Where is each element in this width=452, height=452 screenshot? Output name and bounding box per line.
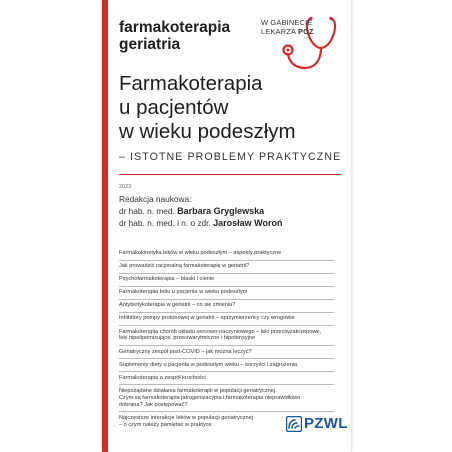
toc-item-line: Antybiotykoterapia w geriatrii – co się zmienia? [119,302,236,309]
toc-item-line: Czym są farmakoterapia jatrogenizacyjna i farmakoterapia nieprawidłowo [119,394,301,401]
toc-item [119,388,334,412]
book-subtitle: – ISTOTNE PROBLEMY PRAKTYCZNE [119,151,342,163]
badge-line-2 [261,27,314,36]
toc-item [119,362,334,373]
editors-block [119,193,282,229]
toc-item-line: Jak prowadzić racjonalną farmakoterapię w geriatrii? [119,263,250,270]
toc-item [119,263,334,274]
toc-item [119,375,334,386]
badge-line-2-prefix: LEKARZA [261,27,298,36]
toc-item-line: leki hipolipemizujące, przeciwarytmiczne i hipotensyjne [119,335,256,342]
editor-2 [119,217,282,229]
editor-1-name: Barbara Gryglewska [177,206,265,216]
toc-item [119,302,334,313]
editor-2-title: dr hab. n. med. i n. o zdr. [119,218,214,228]
accent-bar [102,0,108,452]
toc-item-line: Najczęstsze interakcje leków w populacji geriatrycznej [119,414,253,421]
toc-item [119,250,334,261]
series-line-2: geriatria [119,36,181,53]
pzwl-logo-icon [286,416,302,432]
editor-1 [119,205,282,217]
title-line-3: w wieku podeszłym [119,120,296,143]
toc-item-line: Geriatryczny zespół post-COVID – jak można leczyć? [119,348,252,355]
divider [119,174,341,175]
series-line-1: farmakoterapia [119,19,231,36]
table-of-contents [119,250,334,434]
toc-item [119,315,334,326]
book-cover [102,0,351,452]
toc-item [119,289,334,300]
editor-1-title: dr hab. n. med. [119,206,178,216]
toc-item-line: Psychofarmakoterapia – blaski i cienie [119,276,215,283]
toc-item-line: dobrana? Jak postępować? [119,401,188,408]
title-line-2: u pacjentów [119,96,229,119]
book-title [119,72,296,144]
toc-item-line: Suplementy diety u pacjenta w podeszłym wieku – korzyści i zagrożenia [119,361,298,368]
toc-item-line: – o czym należy pamiętać w praktyce [119,421,212,428]
toc-item-line: Farmakokinetyka leków w wieku podeszłym – aspekty praktyczne [119,250,282,256]
toc-item-line: Farmakoterapia chorób układu sercowo-naczyniowego – leki przeciwzakrzepowe, [119,328,322,335]
series-title [119,19,230,53]
publisher-name: PZWL [304,415,348,432]
publication-year: 2023 [119,184,132,190]
toc-item-line: Farmakoterapia bólu u pacjenta w wieku podeszłym [119,289,248,296]
toc-item [119,329,334,346]
toc-item-line: Inhibitory pompy protonowej w geriatrii – sprzymierzeńcy czy wrogowie [119,315,295,322]
badge-line-1: W GABINECIE [261,18,313,27]
toc-item-line: Farmakoterapia a zespół kruchości [119,374,206,381]
title-line-1: Farmakoterapia [119,72,263,95]
series-badge [259,16,341,76]
toc-item [119,349,334,360]
badge-line-2-bold: POZ [297,27,314,36]
editor-2-name: Jarosław Woroń [213,218,283,228]
toc-item-line: Niepożądane działania farmakoterapii w populacji geriatrycznej. [119,387,277,394]
editors-label: Redakcja naukowa: [119,194,192,204]
toc-item [119,276,334,287]
